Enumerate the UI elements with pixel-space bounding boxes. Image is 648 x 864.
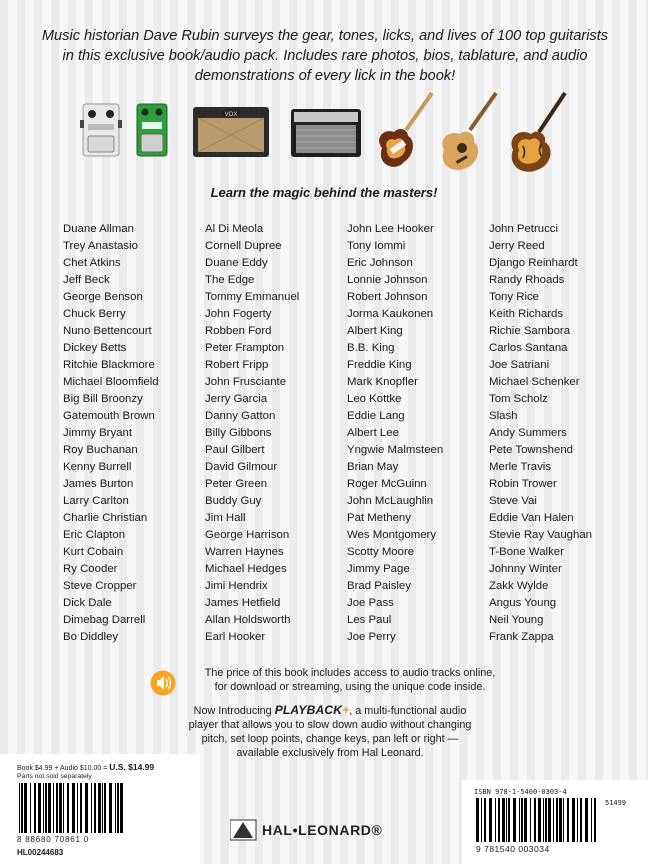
guitarist-name: Steve Cropper [63,580,137,592]
guitarist-name: Scotty Moore [347,546,415,558]
guitarist-name: Allan Holdsworth [205,614,291,626]
guitarist-name: George Harrison [205,529,290,541]
guitarist-name: James Hetfield [205,597,281,609]
barcode-bar [534,798,536,842]
guitarist-name: Chet Atkins [63,257,121,269]
guitarist-column-2 [205,221,299,646]
guitarist-name: Danny Gatton [205,410,276,422]
barcode-bar [24,783,27,833]
guitarist-name: Joe Satriani [489,359,550,371]
guitarist-name: Dimebag Darrell [63,614,146,626]
guitarist-name: Nuno Bettencourt [63,325,152,337]
barcode-bar [53,783,54,833]
barcode-bar [545,798,547,842]
barcode-bar [548,798,551,842]
guitarist-name: Kenny Burrell [63,461,132,473]
playback-description: , a multi-functional audio player that allows you to slow down audio without changing pitch, set loop points, change keys, pan left or right — available exclusively from Hal Leonard. [188,705,472,759]
barcode-bar [543,798,544,842]
barcode-bar [21,783,23,833]
barcode-bar [94,783,96,833]
barcode-bar [85,783,88,833]
barcode-bar [495,798,496,842]
guitarist-name: Peter Green [205,478,268,490]
guitarist-name: Randy Rhoads [489,274,565,286]
guitarist-name: Steve Vai [489,495,537,507]
overdrive-pedal-image [135,102,169,158]
guitarist-name: Lonnie Johnson [347,274,428,286]
guitarist-name: Albert King [347,325,403,337]
guitarist-name: Warren Haynes [205,546,284,558]
guitarist-name: The Edge [205,274,255,286]
guitarist-name: Keith Richards [489,308,564,320]
guitarist-name: Billy Gibbons [205,427,272,439]
guitarist-name: John Fogerty [205,308,272,320]
barcode-bar [508,798,510,842]
guitarist-name: Dick Dale [63,597,112,609]
barcode-bar [476,798,479,842]
guitarist-name: Larry Carlton [63,495,129,507]
guitarist-name: Duane Eddy [205,257,268,269]
barcode-bar [567,798,569,842]
guitarist-name: Big Bill Broonzy [63,393,143,405]
guitarist-name: Eddie Van Halen [489,512,574,524]
guitarist-name: Django Reinhardt [489,257,578,269]
guitarist-name: Charlie Christian [63,512,148,524]
guitarist-name: Freddie King [347,359,412,371]
guitarist-name: Brian May [347,461,399,473]
barcode-bar [109,783,112,833]
guitarist-name: Kurt Cobain [63,546,124,558]
playback-logo [275,703,350,717]
barcode-bar [498,798,500,842]
playback-logo-word: PLAYBACK [274,703,343,717]
guitarist-name: Albert Lee [347,427,399,439]
barcode-bar [30,783,31,833]
guitarist-name: Chuck Berry [63,308,126,320]
guitarist-name: John McLaughlin [347,495,434,507]
guitarist-name: Richie Sambora [489,325,571,337]
barcode-bar [72,783,75,833]
barcode-bar [591,798,592,842]
barcode-bar [63,783,64,833]
barcode-bar [117,783,119,833]
guitarist-name: Robert Johnson [347,291,428,303]
guitarist-name: Ry Cooder [63,563,118,575]
guitarist-name: Wes Montgomery [347,529,437,541]
guitarist-name: John Lee Hooker [347,223,434,235]
barcode-bar [489,798,492,842]
guitarist-name: Tony Rice [489,291,540,303]
guitarist-name: Carlos Santana [489,342,568,354]
guitarist-name: Jerry Reed [489,240,545,252]
barcode-bar [481,798,482,842]
barcode-bar [594,798,596,842]
tagline: Learn the magic behind the masters! [210,185,438,200]
price-line [17,762,154,772]
guitarist-name: Gatemouth Brown [63,410,155,422]
guitarist-name: Eric Clapton [63,529,126,541]
barcode-bar [502,798,505,842]
guitarist-name: Joe Perry [347,631,396,643]
guitarist-name: Mark Knopfler [347,376,418,388]
playback-intro: Now Introducing [193,705,275,717]
guitarist-name: Merle Travis [489,461,552,473]
barcode-bar [519,798,520,842]
barcode-bar [556,798,558,842]
guitarist-name: Paul Gilbert [205,444,265,456]
guitarist-name: Buddy Guy [205,495,262,507]
guitarist-name: John Petrucci [489,223,559,235]
product-code: HL00244683 [17,848,64,857]
guitarist-name: Jerry Garcia [205,393,268,405]
gear-photo-row [0,84,648,174]
price-barcode-box [0,754,200,864]
barcode-bar [38,783,41,833]
guitarist-name: Pete Townshend [489,444,574,456]
electric-guitar-image [370,90,440,176]
audio-line-1: The price of this book includes access to audio tracks online, [204,667,496,679]
guitarist-column-1 [63,221,159,646]
effects-pedal-image [80,102,122,160]
guitarist-name: Zakk Wylde [489,580,549,592]
isbn-number: 9 781540 003034 [476,844,550,854]
guitarist-name: Les Paul [347,614,392,626]
isbn-barcode-box [462,780,648,864]
guitarist-name: Andy Summers [489,427,567,439]
barcode-bar [56,783,58,833]
intro-blurb: Music historian Dave Rubin surveys the gear, tones, licks, and lives of 100 top guitarists in this exclusive book/audio pack. Includes rare photos, bios, tablature, and audio demonstrations of every lick in the book! [41,28,609,84]
audio-access-note [180,666,520,694]
guitarist-name: Dickey Betts [63,342,127,354]
upc-barcode [17,783,127,835]
guitarist-name: Stevie Ray Vaughan [489,529,593,541]
price-total: U.S. $14.99 [109,762,155,772]
barcode-bar [48,783,51,833]
guitarist-name: Jorma Kaukonen [347,308,434,320]
guitarist-name: Jeff Beck [63,274,110,286]
barcode-bar [577,798,578,842]
barcode-bar [91,783,92,833]
barcode-bar [102,783,103,833]
guitarist-name: Trey Anastasio [63,240,138,252]
barcode-bar [104,783,106,833]
guitarist-name: Leo Kottke [347,393,402,405]
playback-plus-icon: + [342,703,350,717]
guitarist-name: Bo Diddley [63,631,119,643]
guitarist-name: Roy Buchanan [63,444,138,456]
guitarist-name: Jimmy Page [347,563,410,575]
guitarist-name: Tommy Emmanuel [205,291,300,303]
barcode-bar [521,798,523,842]
guitarist-name: Earl Hooker [205,631,266,643]
barcode-bar [19,783,20,833]
guitarist-name: Joe Pass [347,597,394,609]
isbn-barcode [474,798,598,844]
barcode-bar [484,798,486,842]
guitarist-name: David Gilmour [205,461,278,473]
barcode-bar [59,783,62,833]
guitarist-name: Yngwie Malmsteen [347,444,444,456]
guitarist-name: Roger McGuinn [347,478,427,490]
guitarist-name: Neil Young [489,614,544,626]
isbn-label: ISBN 978-1-5400-0303-4 [474,788,567,796]
barcode-bar [524,798,527,842]
barcode-bar [45,783,47,833]
barcode-bar [506,798,507,842]
guitarist-name: Ritchie Blackmore [63,359,155,371]
guitarist-name: Frank Zappa [489,631,554,643]
price-note: Parts not sold separately [17,773,92,780]
publisher-name: HAL•LEONARD® [262,822,383,838]
upc-number: 8 88680 70861 0 [17,835,90,844]
guitarist-name: Robin Trower [489,478,557,490]
guitarist-name: Tony Iommi [347,240,406,252]
guitarist-name: Michael Schenker [489,376,580,388]
barcode-bar [115,783,116,833]
guitarist-name: George Benson [63,291,143,303]
audio-line-2: for download or streaming, using the unique code inside. [214,681,486,693]
barcode-bar [572,798,575,842]
playback-promo [180,703,480,760]
guitarist-name: Eric Johnson [347,257,413,269]
barcode-bar [98,783,101,833]
barcode-bar [67,783,69,833]
barcode-bar [585,798,588,842]
barcode-bar [513,798,516,842]
barcode-bar [580,798,582,842]
fender-amp-image [290,108,362,158]
barcode-bar [77,783,78,833]
barcode-bar [120,783,123,833]
guitarist-name: Robben Ford [205,325,272,337]
guitarist-column-4 [489,221,592,646]
guitarist-name: Slash [489,410,518,422]
barcode-bar [538,798,541,842]
guitarist-name: Brad Paisley [347,580,411,592]
amp-badge: VOX [224,112,238,118]
barcode-bar [553,798,554,842]
guitarist-name: James Burton [63,478,134,490]
isbn-price-code: 51499 [605,799,627,807]
guitarist-name: Jimi Hendrix [205,580,268,592]
barcode-bar [34,783,36,833]
vox-amp-image [192,106,270,158]
barcode-bar [563,798,564,842]
barcode-bar [43,783,44,833]
guitarist-name: B.B. King [347,342,395,354]
price-breakdown: Book $4.99 + Audio $10.00 = [17,765,110,772]
guitarist-name: Pat Metheny [347,512,411,524]
guitarist-name: T-Bone Walker [489,546,564,558]
archtop-guitar-image [505,90,575,176]
guitarist-name: Peter Frampton [205,342,285,354]
barcode-bar [559,798,562,842]
acoustic-guitar-image [434,90,504,176]
speaker-icon [150,670,176,696]
guitarist-name: Duane Allman [63,223,134,235]
barcode-bar [80,783,82,833]
guitarist-name: Angus Young [489,597,557,609]
guitarist-name: Michael Bloomfield [63,376,159,388]
guitarist-name: Johnny Winter [489,563,562,575]
barcode-bar [530,798,531,842]
guitarist-name: John Frusciante [205,376,287,388]
guitarist-name: Michael Hedges [205,563,287,575]
guitarist-name: Jimmy Bryant [63,427,132,439]
guitarist-column-3 [347,221,443,646]
guitarist-name: Jim Hall [205,512,246,524]
guitarist-name: Robert Fripp [205,359,269,371]
guitarist-name: Eddie Lang [347,410,405,422]
guitarist-name: Al Di Meola [205,223,264,235]
guitarist-name: Tom Scholz [489,393,548,405]
guitarist-name: Cornell Dupree [205,240,282,252]
